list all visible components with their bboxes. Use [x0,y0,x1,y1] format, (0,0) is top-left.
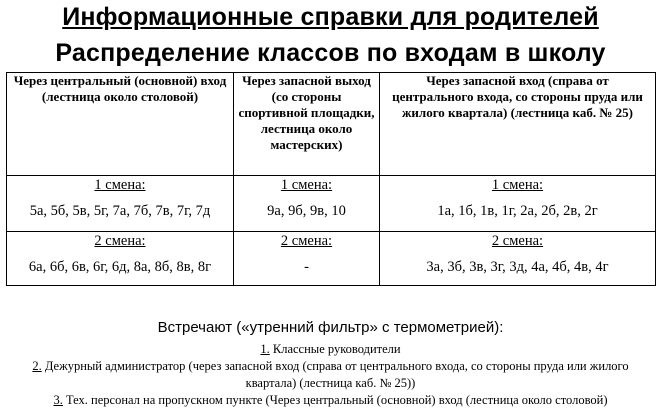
table-cell [380,176,656,232]
table-row-shift-2 [7,232,656,286]
item-number: 1. [260,342,270,356]
meet-item-1 [0,341,661,358]
page-subtitle: Распределение классов по входам в школу [55,39,606,67]
header-spare-exit: Через запасной выход (со стороны спортивной площадки, лестница около мастерских) [234,73,380,176]
meet-item-2-continued [0,375,661,392]
item-number: 3. [53,393,63,407]
table-row-shift-1 [7,176,656,232]
shift-label: 1 смена: [491,177,544,193]
shift-label: 1 смена: [280,177,333,193]
table-cell [380,232,656,286]
item-text: квартала) (лестница каб. № 25)) [245,376,416,390]
table-cell [7,176,234,232]
table-cell [7,232,234,286]
shift-label: 1 смена: [94,177,146,193]
item-text: Классные руководители [269,342,401,356]
meet-heading: Встречают («утренний фильтр» с термометрией): [157,319,504,336]
shift-label: 2 смена: [280,233,333,249]
shift-label: 2 смена: [94,233,146,249]
class-list: - [304,259,309,275]
meet-item-3 [0,392,661,409]
class-list: 9а, 9б, 9в, 10 [267,203,346,219]
class-list: 6а, 6б, 6в, 6г, 6д, 8а, 8б, 8в, 8г [28,259,212,275]
table-cell [234,232,380,286]
item-number: 2. [32,359,42,373]
class-list: 1а, 1б, 1в, 1г, 2а, 2б, 2в, 2г [437,203,598,219]
page-title: Информационные справки для родителей [62,3,599,31]
shift-label: 2 смена: [491,233,544,249]
table-header-row [7,73,656,176]
item-text: Тех. персонал на пропускном пункте (Через центральный (основной) вход (лестница около столовой) [62,393,608,407]
header-spare-entrance: Через запасной вход (справа от центрального входа, со стороны пруда или жилого квартала) (лестница каб. № 25) [380,73,656,176]
class-list: 3а, 3б, 3в, 3г, 3д, 4а, 4б, 4в, 4г [426,259,609,275]
table-cell [234,176,380,232]
meet-item-2 [0,358,661,375]
item-text: Дежурный администратор (через запасной вход (справа от центрального входа, со стороны пруда или жилого [41,359,629,373]
class-list: 5а, 5б, 5в, 5г, 7а, 7б, 7в, 7г, 7д [29,203,211,219]
entrance-table [6,72,656,286]
header-central-entrance: Через центральный (основной) вход (лестница около столовой) [7,73,234,176]
